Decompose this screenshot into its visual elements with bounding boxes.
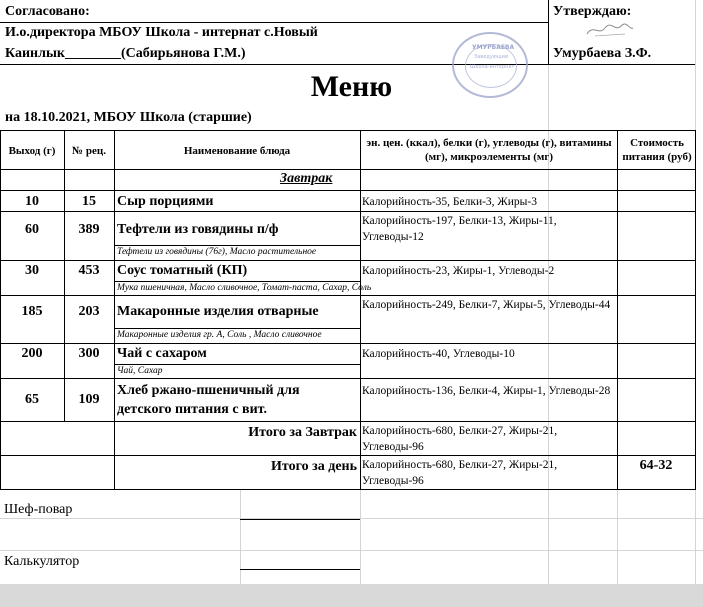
- row-6-portion: 65: [25, 392, 39, 407]
- col-nutrition: эн. цен. (ккал), белки (г), углеводы (г), витамины (мг), микроэлементы (мг): [366, 137, 612, 163]
- row-3-ingredients: Мука пшеничная, Масло сливочное, Томат-паста, Сахар, Соль: [117, 283, 372, 293]
- row-5-portion: 200: [21, 346, 43, 361]
- row-4-portion: 185: [21, 304, 43, 319]
- row-1-portion: 10: [25, 194, 39, 209]
- agreed-line-1: И.о.директора МБОУ Школа - интернат с.Новый: [5, 25, 318, 40]
- signature: [585, 22, 635, 38]
- row-2-recipe: 389: [78, 222, 100, 237]
- day-total-cost: 64-32: [639, 458, 673, 473]
- row-1-dish: Сыр порциями: [117, 194, 214, 209]
- col-portion: Выход (г): [8, 145, 56, 157]
- row-4-recipe: 203: [78, 304, 100, 319]
- official-stamp: УМУРБАЕВА Заведующий Школа-интернат: [452, 32, 528, 98]
- row-1-nutrition: Калорийность-35, Белки-3, Жиры-3: [362, 196, 537, 208]
- col-dish: Наименование блюда: [183, 145, 291, 157]
- row-5-nutrition: Калорийность-40, Углеводы-10: [362, 348, 515, 360]
- col-recipe: № рец.: [72, 145, 106, 157]
- day-total-nutrition: Калорийность-680, Белки-27, Жиры-21, Углеводы-96: [362, 459, 558, 487]
- row-4-dish: Макаронные изделия отварные: [117, 304, 319, 319]
- row-4-nutrition: Калорийность-249, Белки-7, Жиры-5, Углеводы-44: [362, 299, 611, 311]
- row-2-portion: 60: [25, 222, 39, 237]
- horizontal-scrollbar[interactable]: [0, 584, 703, 607]
- chef-label: Шеф-повар: [4, 502, 73, 517]
- row-1-recipe: 15: [82, 194, 96, 209]
- row-3-dish: Соус томатный (КП): [117, 263, 248, 278]
- row-5-dish: Чай с сахаром: [117, 346, 207, 361]
- agreed-line-2: Каинлык________(Сабирьянова Г.М.): [5, 46, 246, 61]
- row-6-nutrition: Калорийность-136, Белки-4, Жиры-1, Углеводы-28: [362, 385, 611, 397]
- page-title: Меню: [310, 70, 393, 103]
- row-3-recipe: 453: [78, 263, 100, 278]
- approve-label: Утверждаю:: [553, 4, 632, 19]
- meal-total-nutrition: Калорийность-680, Белки-27, Жиры-21, Углеводы-96: [362, 425, 558, 453]
- meal-title: Завтрак: [280, 171, 333, 186]
- approve-name: Умурбаева З.Ф.: [553, 46, 652, 61]
- row-6-dish: Хлеб ржано-пшеничный для детского питания с вит.: [117, 383, 300, 417]
- agreed-label: Согласовано:: [5, 4, 90, 19]
- row-5-ingredients: Чай, Сахар: [117, 366, 163, 376]
- meal-total-label: Итого за Завтрак: [248, 425, 357, 440]
- row-2-nutrition: Калорийность-197, Белки-13, Жиры-11, Углеводы-12: [362, 215, 557, 243]
- row-5-recipe: 300: [78, 346, 100, 361]
- row-3-nutrition: Калорийность-23, Жиры-1, Углеводы-2: [362, 265, 555, 277]
- row-2-dish: Тефтели из говядины п/ф: [117, 222, 279, 237]
- row-3-portion: 30: [25, 263, 39, 278]
- calculator-label: Калькулятор: [4, 554, 80, 569]
- day-total-label: Итого за день: [271, 459, 357, 474]
- row-2-ingredients: Тефтели из говядины (76г), Масло растительное: [117, 247, 317, 257]
- col-cost: Стоимость питания (руб): [622, 137, 692, 163]
- page-subtitle: на 18.10.2021, МБОУ Школа (старшие): [5, 110, 252, 125]
- row-6-recipe: 109: [78, 392, 100, 407]
- row-4-ingredients: Макаронные изделия гр. А, Соль , Масло сливочное: [117, 330, 322, 340]
